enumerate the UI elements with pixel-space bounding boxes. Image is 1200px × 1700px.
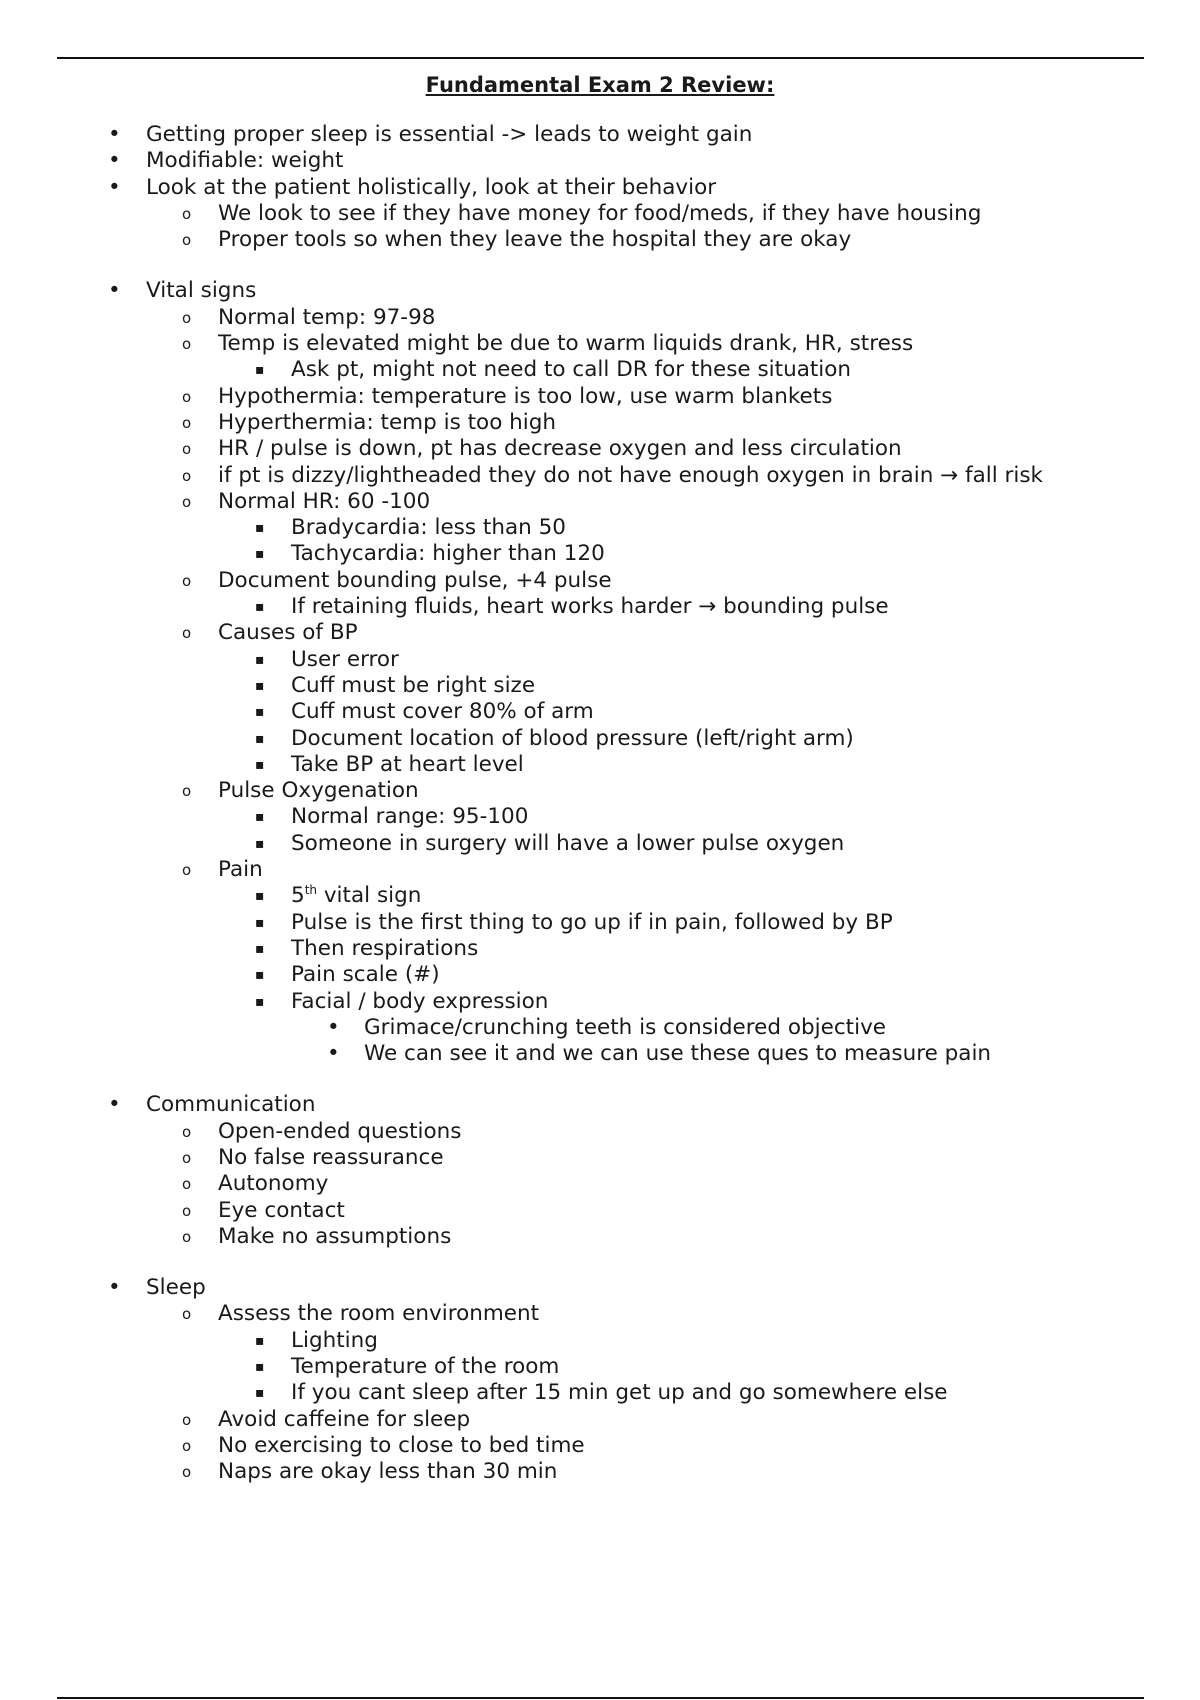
list-item-text: Normal HR: 60 -100 xyxy=(218,488,431,514)
bullet-icon: ▪ xyxy=(255,940,265,957)
list-item-text: Then respirations xyxy=(291,935,479,961)
list-item-text: Cuff must be right size xyxy=(291,672,536,698)
list-item-level-2 xyxy=(0,1198,1200,1224)
bullet-icon: ▪ xyxy=(255,756,265,773)
list-item-level-3 xyxy=(0,1354,1200,1380)
bullet-icon: o xyxy=(182,440,192,459)
list-item-text: No exercising to close to bed time xyxy=(218,1432,585,1458)
list-item-text: Lighting xyxy=(291,1327,378,1353)
list-item-level-2 xyxy=(0,1171,1200,1197)
list-item-text: Hyperthermia: temp is too high xyxy=(218,409,557,435)
bullet-icon: o xyxy=(182,1227,192,1246)
bullet-icon: o xyxy=(182,1122,192,1141)
bullet-icon: ▪ xyxy=(255,704,265,721)
list-item-text: Cuff must cover 80% of arm xyxy=(291,699,594,725)
list-item-text: if pt is dizzy/lightheaded they do not have enough oxygen in brain → fall risk xyxy=(218,462,1043,488)
list-item-text: Look at the patient holistically, look at their behavior xyxy=(146,174,717,200)
list-item-level-3 xyxy=(0,673,1200,699)
list-item-level-2 xyxy=(0,1224,1200,1250)
bullet-icon: o xyxy=(182,335,192,354)
bullet-icon: • xyxy=(108,122,121,147)
top-rule xyxy=(57,57,1144,59)
list-item-text: Assess the room environment xyxy=(218,1301,540,1327)
list-item-level-2 xyxy=(0,1145,1200,1171)
list-item-text: Causes of BP xyxy=(218,620,358,646)
list-item-text: Bradycardia: less than 50 xyxy=(291,515,566,541)
list-item-level-3 xyxy=(0,647,1200,673)
bullet-icon: o xyxy=(182,1305,192,1324)
bullet-icon: o xyxy=(182,231,192,250)
list-item-level-1 xyxy=(0,278,1200,304)
list-item-text: Eye contact xyxy=(218,1197,345,1223)
list-item-text: Pulse is the first thing to go up if in pain, followed by BP xyxy=(291,909,893,935)
bullet-icon: o xyxy=(182,861,192,880)
list-item-level-1 xyxy=(0,175,1200,201)
list-item-level-2 xyxy=(0,620,1200,646)
list-item-text: Facial / body expression xyxy=(291,988,549,1014)
bullet-icon: ▪ xyxy=(255,362,265,379)
bullet-icon: ▪ xyxy=(255,599,265,616)
bullet-icon: ▪ xyxy=(255,835,265,852)
list-item-text: Modifiable: weight xyxy=(146,148,344,174)
list-item-text: Open-ended questions xyxy=(218,1118,462,1144)
list-item-text: Pulse Oxygenation xyxy=(218,778,419,804)
bullet-icon: o xyxy=(182,571,192,590)
list-item-level-4 xyxy=(0,1041,1200,1067)
bullet-icon: • xyxy=(108,1275,121,1301)
list-item-level-3 xyxy=(0,726,1200,752)
bullet-icon: o xyxy=(182,1201,192,1220)
section-gap xyxy=(0,253,1200,278)
list-item-level-2 xyxy=(0,1433,1200,1459)
list-item-level-3 xyxy=(0,831,1200,857)
bullet-icon: o xyxy=(182,413,192,432)
superscript: th xyxy=(304,883,317,898)
list-item-text: Someone in surgery will have a lower pulse oxygen xyxy=(291,830,845,856)
list-item-text: Hypothermia: temperature is too low, use warm blankets xyxy=(218,383,833,409)
list-item-text: Autonomy xyxy=(218,1171,329,1197)
list-item-text: Tachycardia: higher than 120 xyxy=(291,541,605,567)
list-item-text: User error xyxy=(291,646,399,672)
list-item-level-2 xyxy=(0,1407,1200,1433)
list-item-level-3 xyxy=(0,594,1200,620)
bullet-icon: • xyxy=(327,1014,340,1040)
list-item-level-2 xyxy=(0,568,1200,594)
bullet-icon: ▪ xyxy=(255,1385,265,1402)
list-item-text: Normal range: 95-100 xyxy=(291,804,529,830)
list-item-level-3 xyxy=(0,804,1200,830)
list-item-text: Document bounding pulse, +4 pulse xyxy=(218,567,612,593)
bullet-icon: o xyxy=(182,1175,192,1194)
bottom-rule xyxy=(57,1697,1144,1699)
bullet-icon: o xyxy=(182,387,192,406)
bullet-icon: o xyxy=(182,624,192,643)
bullet-icon: ▪ xyxy=(255,1359,265,1376)
bullet-icon: o xyxy=(182,1410,192,1429)
section-gap xyxy=(0,1067,1200,1092)
bullet-icon: ▪ xyxy=(255,809,265,826)
bullet-icon: o xyxy=(182,782,192,801)
list-item-text: Vital signs xyxy=(146,278,257,304)
list-item-level-2 xyxy=(0,463,1200,489)
list-item-level-2 xyxy=(0,778,1200,804)
list-item-level-3 xyxy=(0,357,1200,383)
list-item-text: 5th vital sign xyxy=(291,883,422,909)
list-item-level-3 xyxy=(0,883,1200,909)
list-item-text: No false reassurance xyxy=(218,1144,444,1170)
bullet-icon: • xyxy=(108,278,121,304)
list-item-text: Communication xyxy=(146,1092,316,1118)
list-item-level-2 xyxy=(0,227,1200,253)
bullet-icon: ▪ xyxy=(255,888,265,905)
list-item-level-2 xyxy=(0,1119,1200,1145)
list-item-level-3 xyxy=(0,910,1200,936)
list-item-level-3 xyxy=(0,936,1200,962)
page-title: Fundamental Exam 2 Review: xyxy=(425,73,775,97)
list-item-text: Ask pt, might not need to call DR for these situation xyxy=(291,357,852,383)
bullet-icon: ▪ xyxy=(255,967,265,984)
bullet-icon: o xyxy=(182,466,192,485)
bullet-icon: ▪ xyxy=(255,651,265,668)
list-item-level-3 xyxy=(0,752,1200,778)
list-item-level-2 xyxy=(0,331,1200,357)
list-item-level-2 xyxy=(0,1459,1200,1485)
list-item-level-3 xyxy=(0,989,1200,1015)
bullet-icon: o xyxy=(182,492,192,511)
section-gap xyxy=(0,1250,1200,1275)
list-item-level-4 xyxy=(0,1015,1200,1041)
bullet-icon: o xyxy=(182,204,192,223)
list-item-level-1 xyxy=(0,1275,1200,1301)
bullet-icon: o xyxy=(182,1463,192,1482)
list-item-text: If you cant sleep after 15 min get up and go somewhere else xyxy=(291,1380,948,1406)
list-item-text: Pain xyxy=(218,857,263,883)
list-item-text: Normal temp: 97-98 xyxy=(218,304,436,330)
list-item-text: Getting proper sleep is essential -> leads to weight gain xyxy=(146,122,753,147)
list-item-text: Proper tools so when they leave the hospital they are okay xyxy=(218,227,852,253)
list-item-level-1 xyxy=(0,148,1200,174)
list-item-level-1 xyxy=(0,1092,1200,1118)
bullet-icon: ▪ xyxy=(255,1332,265,1349)
bullet-icon: ▪ xyxy=(255,914,265,931)
list-item-level-1 xyxy=(0,122,1200,148)
list-item-level-3 xyxy=(0,541,1200,567)
list-item-text: Naps are okay less than 30 min xyxy=(218,1459,558,1485)
bullet-icon: ▪ xyxy=(255,546,265,563)
bullet-icon: • xyxy=(108,174,121,200)
list-item-text: HR / pulse is down, pt has decrease oxygen and less circulation xyxy=(218,436,902,462)
list-item-level-3 xyxy=(0,699,1200,725)
list-item-text: We look to see if they have money for food/meds, if they have housing xyxy=(218,200,982,226)
list-item-text: Grimace/crunching teeth is considered objective xyxy=(364,1014,887,1040)
bullet-icon: • xyxy=(327,1041,340,1067)
list-item-level-2 xyxy=(0,305,1200,331)
bullet-icon: o xyxy=(182,308,192,327)
list-item-level-2 xyxy=(0,489,1200,515)
list-item-text: Document location of blood pressure (left/right arm) xyxy=(291,725,854,751)
list-item-text: Temp is elevated might be due to warm liquids drank, HR, stress xyxy=(218,331,914,357)
bullet-icon: ▪ xyxy=(255,677,265,694)
list-item-text: Temperature of the room xyxy=(291,1354,560,1380)
list-item-level-2 xyxy=(0,384,1200,410)
list-item-level-2 xyxy=(0,436,1200,462)
list-item-level-3 xyxy=(0,1380,1200,1406)
bullet-icon: • xyxy=(108,1092,121,1118)
bullet-icon: o xyxy=(182,1436,192,1455)
list-item-level-3 xyxy=(0,515,1200,541)
list-item-level-2 xyxy=(0,410,1200,436)
list-item-text: Take BP at heart level xyxy=(291,751,524,777)
bullet-icon: ▪ xyxy=(255,993,265,1010)
bullet-icon: o xyxy=(182,1148,192,1167)
list-item-text: Make no assumptions xyxy=(218,1223,452,1249)
list-item-level-2 xyxy=(0,1301,1200,1327)
list-item-text: If retaining fluids, heart works harder → bounding pulse xyxy=(291,594,889,620)
list-item-text: Pain scale (#) xyxy=(291,962,440,988)
bullet-icon: • xyxy=(108,148,121,174)
list-item-text: Avoid caffeine for sleep xyxy=(218,1406,471,1432)
list-item-level-2 xyxy=(0,857,1200,883)
list-item-text: We can see it and we can use these ques to measure pain xyxy=(364,1041,992,1067)
list-item-text: Sleep xyxy=(146,1275,206,1301)
bullet-icon: ▪ xyxy=(255,730,265,747)
list-item-level-3 xyxy=(0,1328,1200,1354)
list-item-level-3 xyxy=(0,962,1200,988)
list-item-level-2 xyxy=(0,201,1200,227)
outline-list xyxy=(0,122,1200,1486)
bullet-icon: ▪ xyxy=(255,520,265,537)
